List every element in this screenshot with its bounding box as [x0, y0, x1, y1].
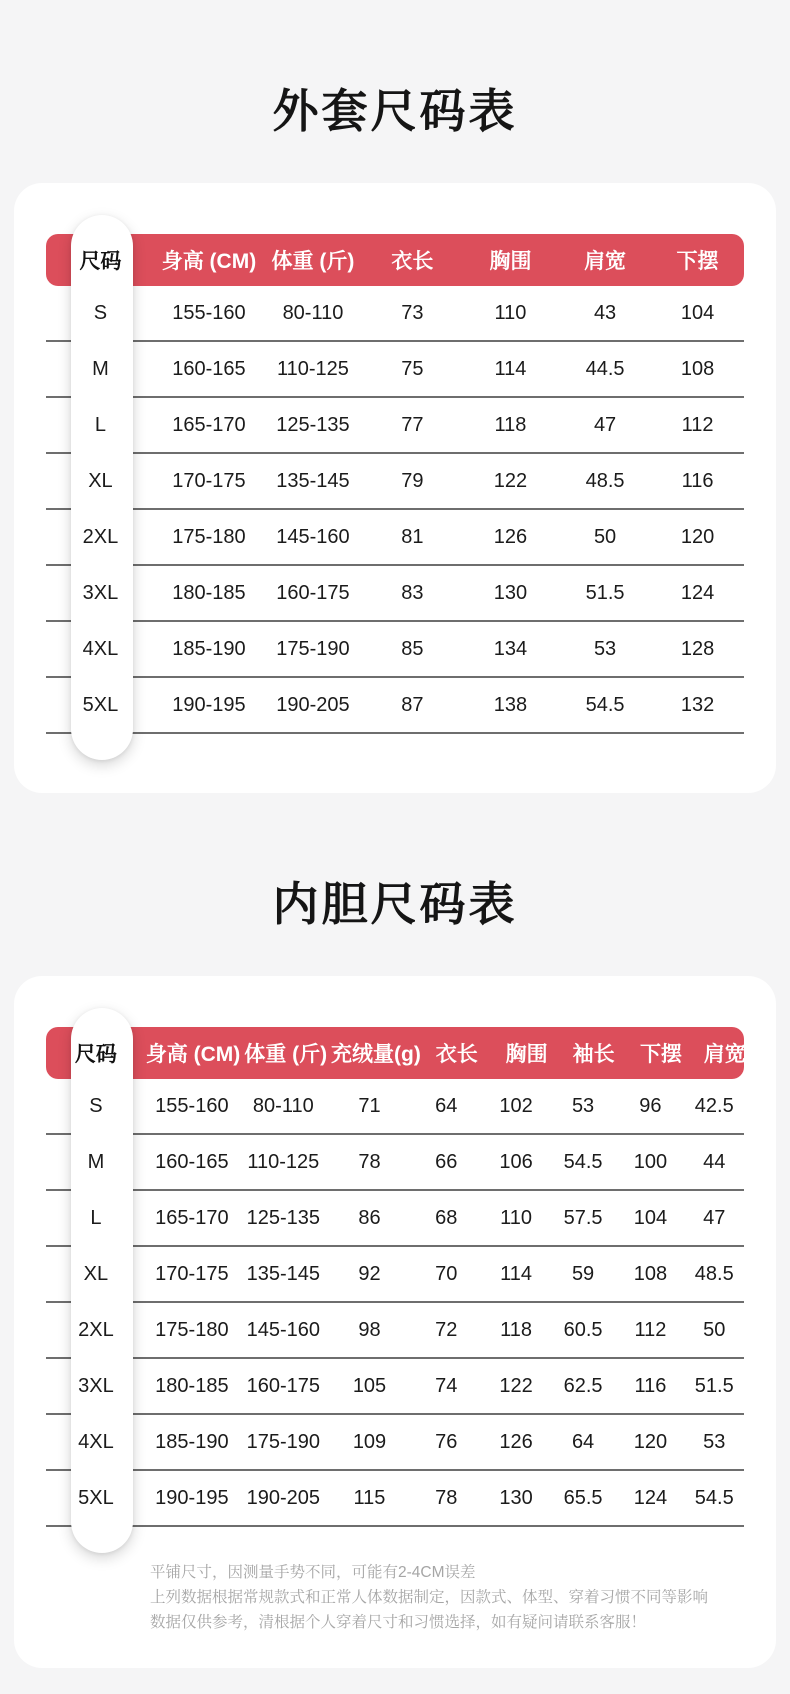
measurement-cell: 47 — [703, 1206, 726, 1229]
measurement-cell: 110-125 — [247, 1150, 320, 1173]
column-header: 体重 (斤) — [271, 250, 355, 273]
measurement-cell: 50 — [593, 525, 617, 548]
size-label-cell: 2XL — [82, 525, 119, 548]
column-header: 下摆 — [676, 250, 719, 273]
measurement-cell: 105 — [352, 1374, 387, 1397]
measurement-cell: 54.5 — [694, 1486, 734, 1509]
measurement-notes — [150, 1560, 744, 1635]
measurement-cell: 115 — [353, 1486, 386, 1509]
measurement-cell: 87 — [401, 693, 424, 716]
column-header: 胸围 — [505, 1043, 548, 1066]
table-row — [46, 566, 744, 622]
measurement-cell: 48.5 — [585, 469, 625, 492]
table-row — [46, 1471, 744, 1527]
measurement-cell: 135-145 — [246, 1262, 320, 1285]
measurement-cell: 145-160 — [276, 525, 350, 548]
column-header: 身高 (CM) — [161, 250, 257, 273]
measurement-cell: 160-165 — [155, 1150, 229, 1173]
measurement-cell: 145-160 — [246, 1318, 320, 1341]
measurement-cell: 104 — [633, 1206, 668, 1229]
table-row — [46, 678, 744, 734]
measurement-cell: 185-190 — [155, 1430, 229, 1453]
measurement-cell: 85 — [401, 637, 424, 660]
measurement-cell: 59 — [571, 1262, 595, 1285]
measurement-cell: 70 — [435, 1262, 458, 1285]
measurement-cell: 155-160 — [155, 1094, 229, 1117]
measurement-cell: 79 — [401, 469, 424, 492]
note-line: 平铺尺寸，因测量手势不同，可能有2-4CM误差 — [150, 1564, 476, 1581]
measurement-cell: 62.5 — [563, 1374, 603, 1397]
measurement-cell: 48.5 — [694, 1262, 734, 1285]
measurement-cell: 102 — [499, 1094, 533, 1117]
measurement-cell: 53 — [571, 1094, 595, 1117]
measurement-cell: 125-135 — [276, 413, 350, 436]
measurement-cell: 175-190 — [276, 637, 350, 660]
size-label-cell: XL — [83, 1262, 109, 1285]
note-line: 上列数据根据常规款式和正常人体数据制定，因款式、体型、穿着习惯不同等影响 — [150, 1589, 709, 1606]
size-label-cell: 2XL — [78, 1318, 114, 1341]
column-header: 身高 (CM) — [145, 1043, 241, 1066]
measurement-cell: 108 — [680, 357, 715, 380]
measurement-cell: 160-175 — [246, 1374, 320, 1397]
measurement-cell: 96 — [639, 1094, 662, 1117]
measurement-cell: 118 — [494, 413, 527, 436]
measurement-cell: 110 — [494, 301, 527, 324]
measurement-cell: 51.5 — [694, 1374, 734, 1397]
measurement-cell: 106 — [499, 1150, 533, 1173]
size-label-cell: 4XL — [78, 1430, 114, 1453]
measurement-cell: 78 — [358, 1150, 381, 1173]
size-label-cell: M — [87, 1150, 105, 1173]
measurement-cell: 185-190 — [172, 637, 246, 660]
measurement-cell: 98 — [358, 1318, 381, 1341]
measurement-cell: 126 — [499, 1430, 533, 1453]
measurement-cell: 47 — [593, 413, 617, 436]
table-row — [46, 1359, 744, 1415]
measurement-cell: 120 — [633, 1430, 668, 1453]
measurement-cell: 114 — [494, 357, 527, 380]
measurement-cell: 71 — [358, 1094, 381, 1117]
measurement-cell: 165-170 — [172, 413, 246, 436]
measurement-cell: 92 — [358, 1262, 381, 1285]
outer-jacket-table — [46, 234, 744, 734]
measurement-cell: 54.5 — [585, 693, 625, 716]
outer-table-rows — [46, 286, 744, 734]
measurement-cell: 76 — [435, 1430, 458, 1453]
inner-table-header-row — [46, 1027, 744, 1079]
measurement-cell: 180-185 — [172, 581, 246, 604]
table-row — [46, 454, 744, 510]
size-column-header: 尺码 — [74, 1043, 117, 1066]
column-header: 袖长 — [572, 1043, 615, 1066]
measurement-cell: 190-205 — [246, 1486, 320, 1509]
measurement-cell: 51.5 — [585, 581, 625, 604]
measurement-cell: 53 — [703, 1430, 726, 1453]
column-header: 衣长 — [435, 1043, 478, 1066]
measurement-cell: 64 — [571, 1430, 595, 1453]
table-row — [46, 1303, 744, 1359]
measurement-cell: 190-205 — [276, 693, 350, 716]
note-line: 数据仅供参考，清根据个人穿着尺寸和习惯选择，如有疑问请联系客服！ — [150, 1614, 647, 1631]
measurement-cell: 100 — [633, 1150, 668, 1173]
measurement-cell: 86 — [358, 1206, 381, 1229]
measurement-cell: 122 — [499, 1374, 533, 1397]
outer-jacket-card — [14, 183, 776, 793]
measurement-cell: 175-180 — [172, 525, 246, 548]
measurement-cell: 128 — [680, 637, 715, 660]
measurement-cell: 73 — [401, 301, 424, 324]
size-label-cell: XL — [88, 469, 113, 492]
size-label-cell: S — [93, 301, 108, 324]
inner-liner-card — [14, 976, 776, 1668]
column-header: 充绒量(g) — [331, 1043, 421, 1066]
measurement-cell: 50 — [703, 1318, 726, 1341]
measurement-cell: 68 — [435, 1206, 458, 1229]
table-row — [46, 1079, 744, 1135]
table-row — [46, 510, 744, 566]
measurement-cell: 80-110 — [252, 1094, 314, 1117]
measurement-cell: 60.5 — [563, 1318, 603, 1341]
size-label-cell: 5XL — [82, 693, 119, 716]
table-row — [46, 1135, 744, 1191]
measurement-cell: 120 — [680, 525, 715, 548]
measurement-cell: 160-175 — [276, 581, 350, 604]
measurement-cell: 75 — [401, 357, 424, 380]
size-column-header: 尺码 — [79, 250, 122, 273]
measurement-cell: 155-160 — [172, 301, 246, 324]
measurement-cell: 54.5 — [563, 1150, 603, 1173]
column-header: 胸围 — [489, 250, 532, 273]
measurement-cell: 57.5 — [563, 1206, 603, 1229]
measurement-cell: 132 — [680, 693, 715, 716]
column-header: 体重 (斤) — [244, 1043, 328, 1066]
measurement-cell: 190-195 — [155, 1486, 229, 1509]
table-row — [46, 286, 744, 342]
column-header: 衣长 — [391, 250, 434, 273]
table-row — [46, 1191, 744, 1247]
inner-table-rows — [46, 1079, 744, 1527]
outer-table-header-row — [46, 234, 744, 286]
measurement-cell: 83 — [401, 581, 424, 604]
measurement-cell: 43 — [593, 301, 617, 324]
measurement-cell: 44.5 — [585, 357, 625, 380]
measurement-cell: 130 — [499, 1486, 533, 1509]
measurement-cell: 116 — [634, 1374, 667, 1397]
size-label-cell: M — [92, 357, 109, 380]
measurement-cell: 124 — [633, 1486, 668, 1509]
measurement-cell: 135-145 — [276, 469, 350, 492]
inner-liner-table — [46, 1027, 744, 1635]
size-label-cell: L — [90, 1206, 102, 1229]
size-label-cell: L — [94, 413, 106, 436]
outer-jacket-title: 外套尺码表 — [272, 85, 518, 137]
measurement-cell: 72 — [435, 1318, 458, 1341]
size-label-cell: 5XL — [78, 1486, 114, 1509]
table-row — [46, 622, 744, 678]
measurement-cell: 175-190 — [246, 1430, 320, 1453]
measurement-cell: 66 — [435, 1150, 458, 1173]
measurement-cell: 74 — [435, 1374, 458, 1397]
measurement-cell: 65.5 — [563, 1486, 603, 1509]
table-row — [46, 1415, 744, 1471]
measurement-cell: 118 — [500, 1318, 533, 1341]
measurement-cell: 170-175 — [172, 469, 246, 492]
measurement-cell: 134 — [493, 637, 528, 660]
measurement-cell: 112 — [681, 413, 714, 436]
measurement-cell: 125-135 — [246, 1206, 320, 1229]
measurement-cell: 110 — [500, 1206, 533, 1229]
column-header: 下摆 — [639, 1043, 682, 1066]
measurement-cell: 109 — [352, 1430, 387, 1453]
measurement-cell: 80-110 — [282, 301, 344, 324]
size-label-cell: 4XL — [82, 637, 119, 660]
size-label-cell: 3XL — [78, 1374, 114, 1397]
measurement-cell: 124 — [680, 581, 715, 604]
measurement-cell: 122 — [493, 469, 528, 492]
measurement-cell: 78 — [435, 1486, 458, 1509]
table-row — [46, 398, 744, 454]
measurement-cell: 42.5 — [694, 1094, 734, 1117]
column-header: 肩宽 — [584, 250, 627, 273]
size-label-cell: 3XL — [82, 581, 119, 604]
table-row — [46, 1247, 744, 1303]
table-row — [46, 342, 744, 398]
measurement-cell: 64 — [435, 1094, 458, 1117]
measurement-cell: 112 — [634, 1318, 667, 1341]
measurement-cell: 160-165 — [172, 357, 246, 380]
measurement-cell: 165-170 — [155, 1206, 229, 1229]
measurement-cell: 44 — [703, 1150, 726, 1173]
measurement-cell: 110-125 — [277, 357, 349, 380]
size-label-cell: S — [89, 1094, 103, 1117]
measurement-cell: 114 — [500, 1262, 533, 1285]
measurement-cell: 108 — [633, 1262, 668, 1285]
column-header: 肩宽 — [703, 1043, 746, 1066]
measurement-cell: 104 — [680, 301, 715, 324]
measurement-cell: 77 — [401, 413, 424, 436]
measurement-cell: 130 — [493, 581, 528, 604]
inner-liner-title: 内胆尺码表 — [272, 878, 518, 930]
measurement-cell: 116 — [681, 469, 714, 492]
measurement-cell: 180-185 — [155, 1374, 229, 1397]
measurement-cell: 170-175 — [155, 1262, 229, 1285]
measurement-cell: 175-180 — [155, 1318, 229, 1341]
measurement-cell: 190-195 — [172, 693, 246, 716]
measurement-cell: 53 — [593, 637, 617, 660]
measurement-cell: 81 — [401, 525, 424, 548]
measurement-cell: 126 — [493, 525, 528, 548]
measurement-cell: 138 — [493, 693, 528, 716]
